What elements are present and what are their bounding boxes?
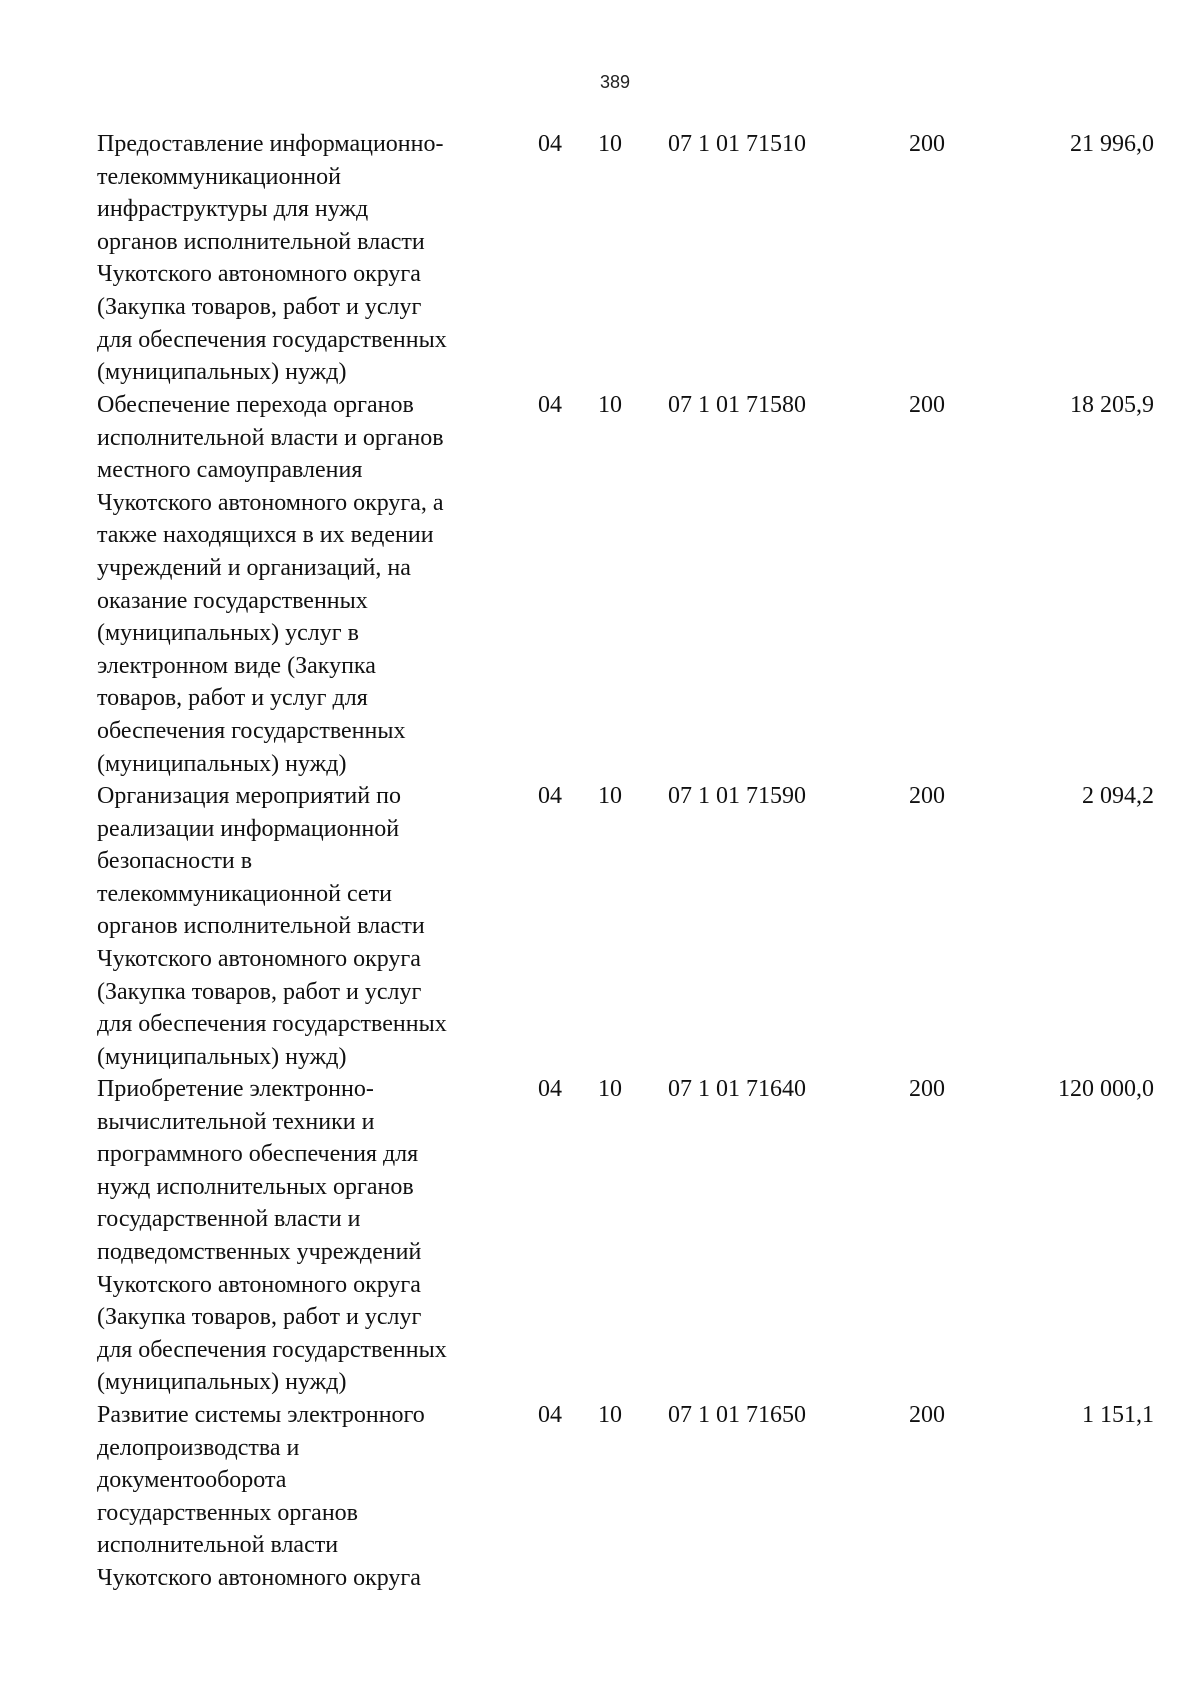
page-number: 389 — [599, 72, 631, 92]
row-expense-type: 200 — [909, 1402, 945, 1428]
row-description: Развитие системы электронного делопроизводства и документооборота государственных органов исполнительной власти Чукотского автономного округа — [97, 1402, 425, 1591]
row-expense-type: 200 — [909, 1076, 945, 1102]
row-expense-type: 200 — [909, 131, 945, 157]
row-description: Предоставление информационно- телекоммуникационной инфраструктуры для нужд органов исполнительной власти Чукотского автономного округа (Закупка товаров, работ и услуг для обеспечения государственных (муниципальных) нужд) — [97, 131, 447, 386]
row-target-article: 07 1 01 71650 — [668, 1402, 806, 1428]
table-row — [0, 128, 1200, 389]
row-subsection: 10 — [598, 1402, 622, 1428]
row-amount: 120 000,0 — [1058, 1076, 1154, 1102]
row-target-article: 07 1 01 71590 — [668, 783, 806, 809]
row-section: 04 — [538, 783, 562, 809]
row-target-article: 07 1 01 71640 — [668, 1076, 806, 1102]
row-description: Организация мероприятий по реализации информационной безопасности в телекоммуникационной сети органов исполнительной власти Чукотского автономного округа (Закупка товаров, работ и услуг для обеспечения государственных (муниципальных) нужд) — [97, 783, 447, 1070]
row-subsection: 10 — [598, 392, 622, 418]
budget-table — [0, 128, 1200, 1599]
row-description: Обеспечение перехода органов исполнительной власти и органов местного самоуправления Чукотского автономного округа, а также находящихся в их ведении учреждений и организаций, на оказание государственных (муниципальных) услуг в электронном виде (Закупка товаров, работ и услуг для обеспечения государственных (муниципальных) нужд) — [97, 392, 444, 777]
row-expense-type: 200 — [909, 783, 945, 809]
row-expense-type: 200 — [909, 392, 945, 418]
table-row — [0, 1073, 1200, 1399]
row-description: Приобретение электронно- вычислительной техники и программного обеспечения для нужд исполнительных органов государственной власти и подведомственных учреждений Чукотского автономного округа (Закупка товаров, работ и услуг для обеспечения государственных (муниципальных) нужд) — [97, 1076, 447, 1396]
row-target-article: 07 1 01 71580 — [668, 392, 806, 418]
row-section: 04 — [538, 1402, 562, 1428]
row-target-article: 07 1 01 71510 — [668, 131, 806, 157]
row-section: 04 — [538, 1076, 562, 1102]
row-amount: 21 996,0 — [1070, 131, 1154, 157]
row-amount: 2 094,2 — [1082, 783, 1154, 809]
row-section: 04 — [538, 392, 562, 418]
row-subsection: 10 — [598, 1076, 622, 1102]
row-subsection: 10 — [598, 131, 622, 157]
row-amount: 1 151,1 — [1082, 1402, 1154, 1428]
row-amount: 18 205,9 — [1070, 392, 1154, 418]
table-row — [0, 1399, 1200, 1599]
row-subsection: 10 — [598, 783, 622, 809]
row-section: 04 — [538, 131, 562, 157]
table-row — [0, 780, 1200, 1073]
table-row — [0, 389, 1200, 780]
